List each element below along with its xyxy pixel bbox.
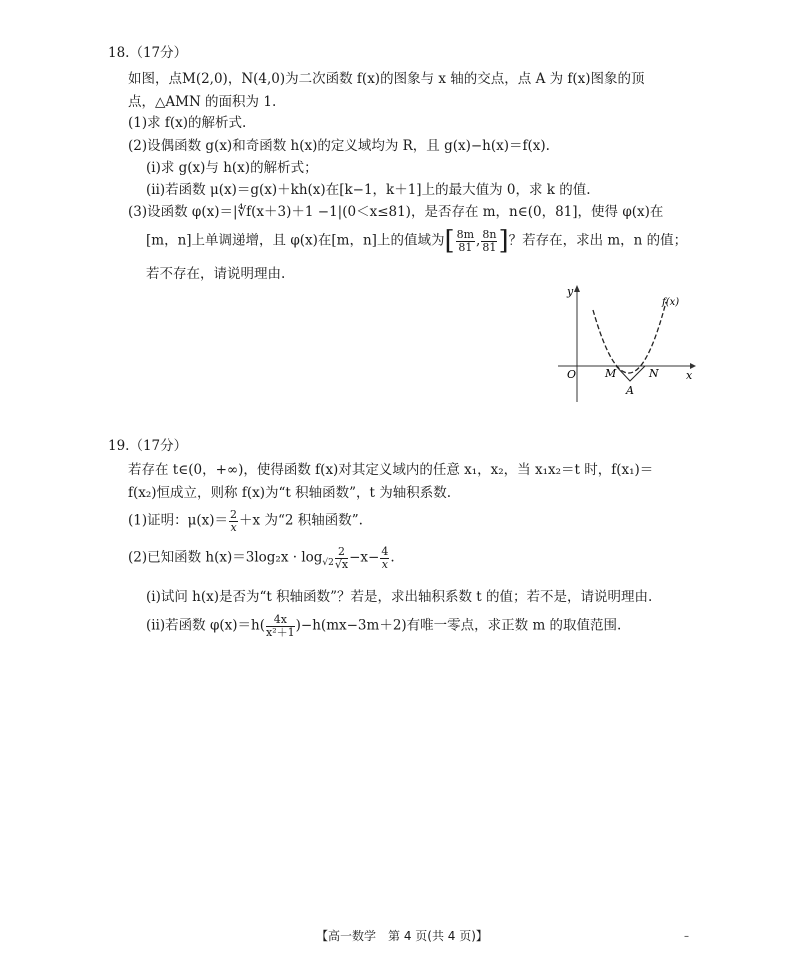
fraction-8n-81: $\frac{8n}{81}$ [482,227,497,254]
q18-header: 18.（17分） [108,45,188,61]
right-bracket: ] [498,226,509,256]
q18-part3-line2: [m，n]上单调递增，且 φ(x)在[m，n]上的值域为[ $\frac{8m}{81}$ , $\frac{8n}{81}$ ]？若存在，求出 m，n 的值； [146,226,688,256]
origin-label: O [567,368,577,381]
function-label: f(x) [662,297,680,308]
x-axis-label: x [686,369,693,382]
q19-part1: (1)证明：μ(x)＝ $\frac{2}{x}$ ＋x 为“2 积轴函数”. [128,508,363,534]
point-n-label: N [649,367,659,380]
q18-part3-range-text: [m，n]上单调递增，且 φ(x)在[m，n]上的值域为 [146,232,445,249]
q19-intro-line2: f(x₂)恒成立，则称 f(x)为“t 积轴函数”，t 为轴积系数. [128,485,452,501]
y-axis-label: y [567,285,574,298]
q19-part2-i: (ⅰ)试问 h(x)是否为“t 积轴函数”？若是，求出轴积系数 t 的值；若不是，请说明理由. [146,589,653,605]
log-base: √2 [322,558,334,569]
fraction-4x-over-x2-plus-1: $\frac{4x}{\text{x²＋1}}$ [266,613,295,639]
parabola-curve [593,302,666,373]
q18-part3-line1: (3)设函数 φ(x)＝|∜f(x＋3)＋1 −1|(0＜x≤81)，是否存在 m，n∈(0，81]，使得 φ(x)在 [128,204,664,220]
q19-part2: (2)已知函数 $h(x)=3\log_2x \cdot \log_{√2}$ $\frac{2}{√x}$ −x− $\frac{4}{x}$ . [128,545,395,571]
q19-intro-line1: 若存在 t∈(0，+∞)，使得函数 f(x)对其定义域内的任意 x₁，x₂，当 x₁x₂＝t 时，f(x₁)＝ [128,462,654,478]
q18-part2: (2)设偶函数 g(x)和奇函数 h(x)的定义域均为 R，且 g(x)−h(x)＝f(x). [128,138,550,154]
vertex-a-label: A [626,384,634,397]
point-m-label: M [605,367,617,380]
fraction-4-over-x: $\frac{4}{x}$ [381,545,389,571]
q19-part2-ii: (ⅱ)若函数 φ(x)＝h( $\frac{4x}{\text{x²＋1}}$ )−h(mx−3m＋2)有唯一零点，求正数 m 的取值范围. [146,613,622,639]
y-axis-arrow [574,285,580,292]
q18-part1: (1)求 f(x)的解析式. [128,115,247,131]
q18-part3-question: ？若存在，求出 m，n 的值； [508,232,688,249]
page-footer: 【高一数学 第 4 页(共 4 页)】 [316,929,488,943]
fraction-8m-81: $\frac{8m}{81}$ [456,227,475,254]
q18-intro-line1: 如图，点M(2,0)，N(4,0)为二次函数 f(x)的图象与 x 轴的交点，点 A 为 f(x)图象的顶 [128,71,645,87]
q19-header: 19.（17分） [108,438,188,454]
q18-part2-ii: (ⅱ)若函数 μ(x)＝g(x)＋kh(x)在[k−1，k＋1]上的最大值为 0，求 k 的值. [146,182,591,198]
q18-part3-line3: 若不存在，请说明理由. [146,266,286,282]
q18-intro-line2: 点，△AMN 的面积为 1. [128,94,277,110]
fraction-2-over-x: $\frac{2}{x}$ [230,508,238,534]
fraction-2-over-sqrt-x: $\frac{2}{√x}$ [334,545,349,571]
q18-part2-i: (ⅰ)求 g(x)与 h(x)的解析式； [146,160,318,176]
parabola-graph [548,280,700,406]
left-bracket: [ [444,226,455,256]
footer-mark: – [684,931,689,942]
